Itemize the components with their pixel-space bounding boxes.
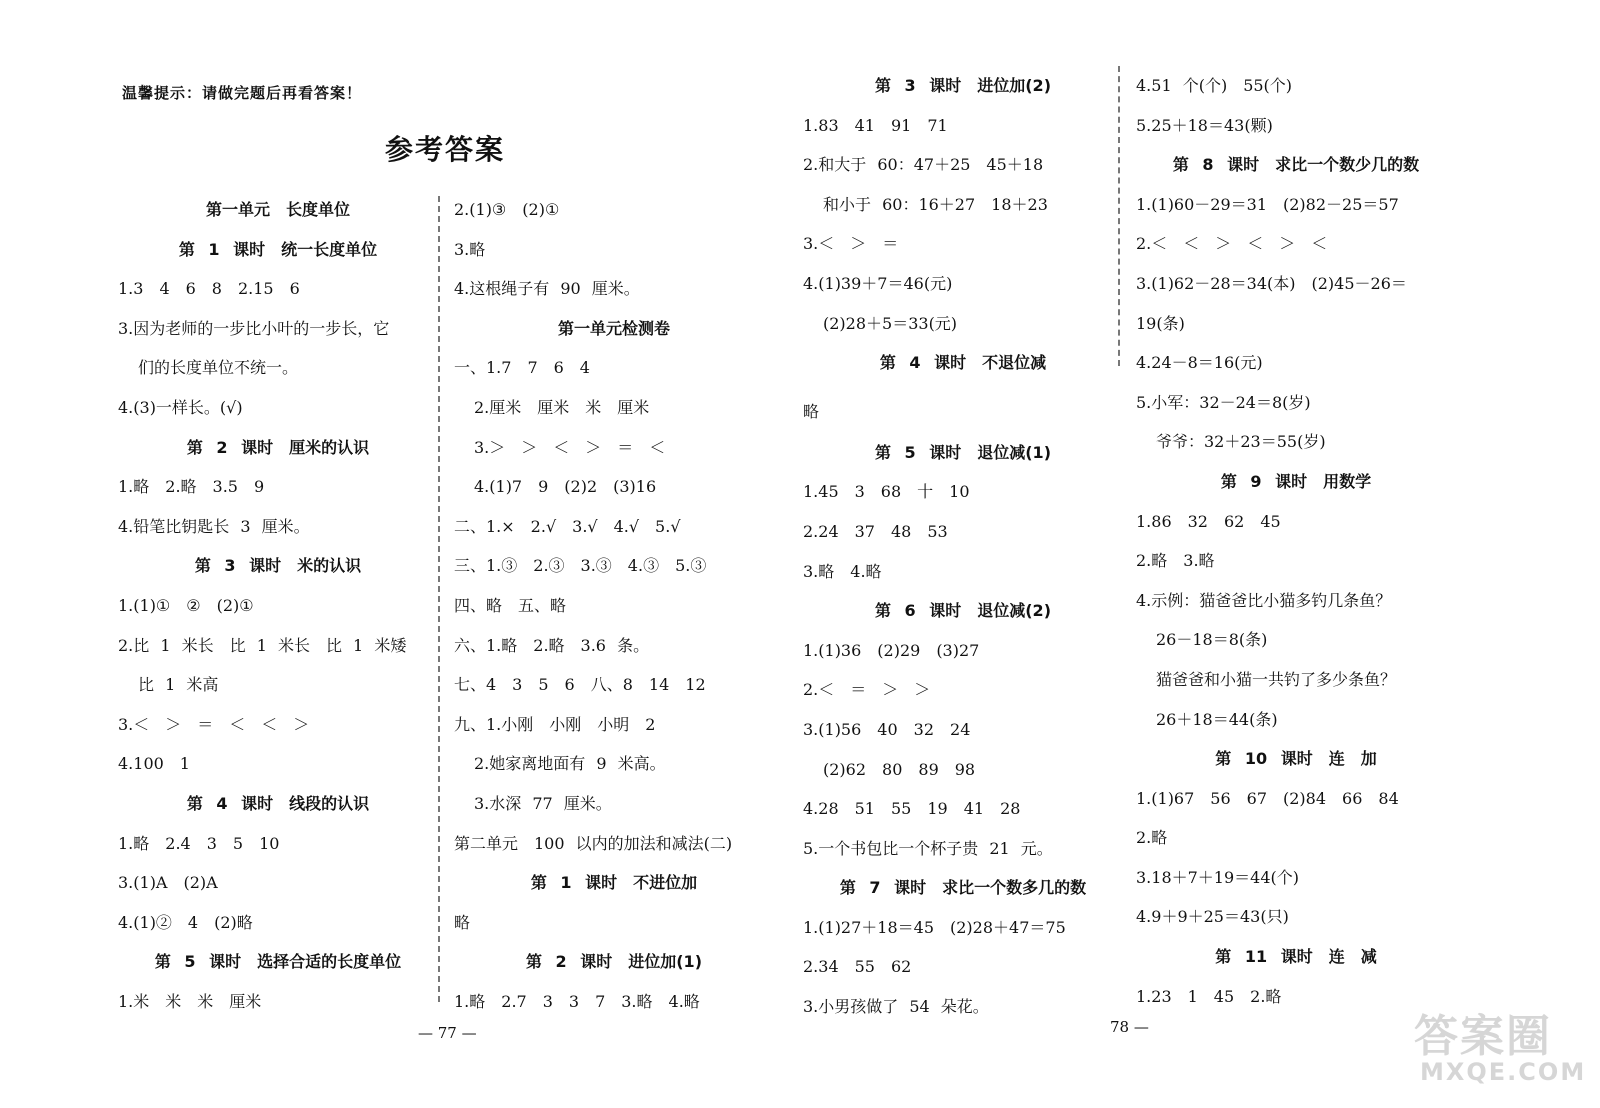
answer-line: 5.25＋18＝43(颗) xyxy=(1136,115,1273,135)
answer-line: 1.略 2.4 3 5 10 xyxy=(118,833,280,853)
answer-line: 1.略 2.略 3.5 9 xyxy=(118,477,265,497)
section-heading: 第 3 课时 进位加(2) xyxy=(874,76,1052,95)
answer-line: 1.(1)① ② (2)① xyxy=(118,595,254,615)
answer-column-4 xyxy=(1136,66,1456,1016)
answer-line: 1.(1)60－29＝31 (2)82－25＝57 xyxy=(1136,194,1399,214)
column-divider-right xyxy=(1118,66,1120,366)
answer-line: 2.＜ ＜ ＞ ＜ ＞ ＜ xyxy=(1136,234,1328,254)
answer-line: 4.28 51 55 19 41 28 xyxy=(803,799,1021,819)
answer-line: 4.(1)39＋7＝46(元) xyxy=(803,273,953,293)
answer-line: 4.(3)一样长。(√) xyxy=(118,397,243,417)
answer-line: 4.100 1 xyxy=(118,754,190,774)
section-heading: 第 8 课时 求比一个数少几的数 xyxy=(1172,155,1420,175)
answer-line: 26＋18＝44(条) xyxy=(1156,709,1278,729)
answer-line: 3.略 xyxy=(454,239,486,259)
answer-line: 六、1.略 2.略 3.6 条。 xyxy=(454,635,650,655)
answer-line: 4.(1)② 4 (2)略 xyxy=(118,912,253,932)
answer-line: 2.和大于 60：47＋25 45＋18 xyxy=(803,155,1044,175)
answer-line: 3.略 4.略 xyxy=(803,561,882,581)
answer-line: 3.水深 77 厘米。 xyxy=(474,793,612,813)
site-watermark xyxy=(1408,1000,1587,1098)
section-heading: 第 11 课时 连 减 xyxy=(1215,947,1377,967)
section-heading: 第 4 课时 不退位减 xyxy=(879,353,1047,373)
answer-line: 2.她家离地面有 9 米高。 xyxy=(474,754,666,774)
answer-line: 们的长度单位不统一。 xyxy=(138,358,299,378)
answer-line: 1.3 4 6 8 2.15 6 xyxy=(118,279,300,299)
answer-line: 猫爸爸和小猫一共钓了多少条鱼？ xyxy=(1156,669,1397,689)
answer-line: 5.一个书包比一个杯子贵 21 元。 xyxy=(803,838,1053,858)
watermark-logo-text: 答案圈 xyxy=(1414,1011,1552,1062)
page-number-left: — 77 — xyxy=(418,1024,477,1042)
section-heading: 第 3 课时 米的认识 xyxy=(194,556,362,576)
answer-line: 七、4 3 5 6 八、8 14 12 xyxy=(454,675,706,695)
section-heading: 第 2 课时 进位加(1) xyxy=(525,952,703,972)
answer-line: 4.24－8＝16(元) xyxy=(1136,353,1263,373)
section-heading: 第 10 课时 连 加 xyxy=(1215,749,1377,769)
answer-line: 3.小男孩做了 54 朵花。 xyxy=(803,997,989,1017)
answer-line: 4.这根绳子有 90 厘米。 xyxy=(454,279,640,299)
answer-line: 3.(1)A (2)A xyxy=(118,873,218,893)
page-number-right: 78 — xyxy=(1110,1018,1149,1036)
answer-line: 4.(1)7 9 (2)2 (3)16 xyxy=(474,477,657,497)
answer-line: 2.34 55 62 xyxy=(803,957,912,977)
answer-line: 3.18＋7＋19＝44(个) xyxy=(1136,867,1300,887)
answer-line: 第二单元 100 以内的加法和减法(二) xyxy=(454,833,733,853)
answer-line: 4.51 个(个) 55(个) xyxy=(1136,76,1293,95)
answer-line: 爷爷：32＋23＝55(岁) xyxy=(1156,432,1326,452)
answer-line: 二、1.× 2.√ 3.√ 4.√ 5.√ xyxy=(454,516,681,536)
section-heading: 第 7 课时 求比一个数多几的数 xyxy=(839,878,1087,898)
section-heading: 第 5 课时 选择合适的长度单位 xyxy=(154,952,402,972)
answer-line: 2.略 xyxy=(1136,828,1168,848)
answer-line: 1.23 1 45 2.略 xyxy=(1136,986,1282,1006)
section-heading: 第一单元检测卷 xyxy=(557,318,670,338)
answer-line: 1.86 32 62 45 xyxy=(1136,511,1281,531)
answer-line: 1.45 3 68 十 10 xyxy=(803,482,970,502)
section-heading: 第 1 课时 统一长度单位 xyxy=(178,239,378,259)
answer-line: 2.24 37 48 53 xyxy=(803,521,948,541)
answer-line: 1.83 41 91 71 xyxy=(803,115,948,135)
answer-line: 2.＜ ＝ ＞ ＞ xyxy=(803,680,931,700)
answer-column-1 xyxy=(118,190,438,1021)
answer-line: 2.(1)③ (2)① xyxy=(454,200,560,219)
section-heading: 第 9 课时 用数学 xyxy=(1220,471,1372,491)
answer-line: 3.＞ ＞ ＜ ＞ ＝ ＜ xyxy=(474,437,666,457)
answer-line: 19(条) xyxy=(1136,313,1185,333)
answer-line: 四、略 五、略 xyxy=(454,595,567,615)
answer-line: 和小于 60：16＋27 18＋23 xyxy=(823,194,1048,214)
answer-line: 略 xyxy=(803,401,820,421)
page-title: 参考答案 xyxy=(384,133,505,166)
section-heading: 第 1 课时 不进位加 xyxy=(530,873,698,893)
answer-line: 1.(1)36 (2)29 (3)27 xyxy=(803,640,980,660)
answer-column-2 xyxy=(454,190,774,1021)
section-heading: 第 5 课时 退位减(1) xyxy=(874,442,1052,462)
answer-line: 5.小军：32－24＝8(岁) xyxy=(1136,392,1311,412)
answer-column-3 xyxy=(803,66,1123,1027)
section-heading: 第 6 课时 退位减(2) xyxy=(874,601,1052,621)
answer-line: 1.米 米 米 厘米 xyxy=(118,991,262,1011)
answer-line: 3.＜ ＞ ＝ ＜ ＜ ＞ xyxy=(118,714,310,734)
reminder-note: 温馨提示：请做完题后再看答案！ xyxy=(122,84,363,102)
answer-line: 4.9＋9＋25＝43(只) xyxy=(1136,907,1289,927)
answer-line: 2.厘米 厘米 米 厘米 xyxy=(474,397,650,417)
answer-line: (2)62 80 89 98 xyxy=(823,759,976,779)
answer-line: 3.＜ ＞ ＝ xyxy=(803,234,899,254)
answer-line: (2)28＋5＝33(元) xyxy=(823,313,958,333)
answer-line: 3.(1)56 40 32 24 xyxy=(803,719,971,739)
answer-line: 1.(1)67 56 67 (2)84 66 84 xyxy=(1136,788,1399,808)
section-heading: 第 4 课时 线段的认识 xyxy=(186,793,370,813)
answer-line: 九、1.小刚 小刚 小明 2 xyxy=(454,714,656,734)
watermark-url: MXQE.COM xyxy=(1420,1058,1587,1086)
answer-line: 26－18＝8(条) xyxy=(1156,630,1268,650)
section-heading: 第一单元 长度单位 xyxy=(205,200,350,219)
answer-line: 3.(1)62－28＝34(本) (2)45－26＝ xyxy=(1136,273,1407,293)
answer-line: 4.示例：猫爸爸比小猫多钓几条鱼？ xyxy=(1136,590,1392,610)
answer-line: 1.略 2.7 3 3 7 3.略 4.略 xyxy=(454,991,700,1011)
section-heading: 第 2 课时 厘米的认识 xyxy=(186,437,370,457)
answer-line: 4.铅笔比钥匙长 3 厘米。 xyxy=(118,516,310,536)
answer-line: 2.略 3.略 xyxy=(1136,551,1215,571)
answer-line: 三、1.③ 2.③ 3.③ 4.③ 5.③ xyxy=(454,556,707,576)
answer-line: 略 xyxy=(454,912,471,932)
answer-line: 一、1.7 7 6 4 xyxy=(454,358,590,378)
answer-line: 2.比 1 米长 比 1 米长 比 1 米矮 xyxy=(118,635,407,655)
answer-line: 3.因为老师的一步比小叶的一步长，它 xyxy=(118,318,390,338)
answer-line: 比 1 米高 xyxy=(138,675,219,695)
answer-line: 1.(1)27＋18＝45 (2)28＋47＝75 xyxy=(803,917,1066,937)
column-divider-left xyxy=(438,196,440,1002)
